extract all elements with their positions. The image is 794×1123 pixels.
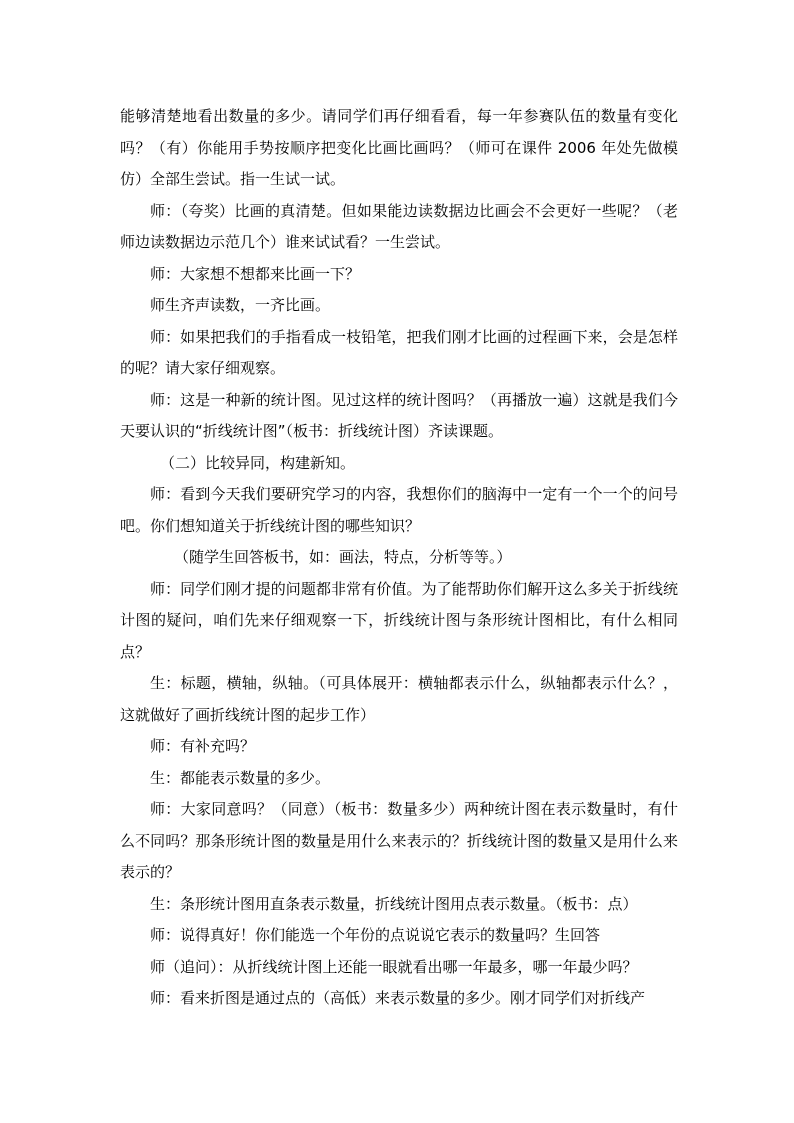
paragraph-12: 师：有补充吗？ (150, 737, 256, 755)
paragraph-6: 师：这是一种新的统计图。见过这样的统计图吗？（再播放一遍）这就是我们今天要认识的“折线统计图”（板书：折线统计图）齐读课题。 (120, 390, 678, 440)
paragraph-4: 师生齐声读数，一齐比画。 (150, 296, 331, 314)
paragraph-11: 生：标题，横轴，纵轴。（可具体展开：横轴都表示什么，纵轴都表示什么？，这就做好了画折线统计图的起步工作） (120, 674, 678, 724)
paragraph-10: 师：同学们刚才提的问题都非常有价值。为了能帮助你们解开这么多关于折线统计图的疑问，咱们先来仔细观察一下，折线统计图与条形统计图相比，有什么相同点？ (120, 579, 678, 661)
paragraph-15: 生：条形统计图用直条表示数量，折线统计图用点表示数量。（板书：点） (150, 894, 638, 913)
paragraph-14: 师：大家同意吗？（同意）（板书：数量多少）两种统计图在表示数量时，有什么不同吗？那条形统计图的数量是用什么来表示的？折线统计图的数量又是用什么来表示的？ (120, 800, 678, 881)
paragraph-16: 师：说得真好！你们能选一个年份的点说说它表示的数量吗？生回答 (150, 926, 601, 944)
section-heading: （二）比较异同，构建新知。 (160, 453, 356, 472)
paragraph-17: 师（追问）：从折线统计图上还能一眼就看出哪一年最多，哪一年最少吗？ (150, 957, 638, 976)
paragraph-5: 师：如果把我们的手指看成一枝铅笔，把我们刚才比画的过程画下来，会是怎样的呢？请大家仔细观察。 (120, 327, 678, 377)
paragraph-9: （随学生回答板书，如：画法，特点，分析等等。） (174, 548, 512, 566)
paragraph-18: 师：看来折图是通过点的（高低）来表示数量的多少。刚才同学们对折线产 (150, 989, 646, 1007)
paragraph-13: 生：都能表示数量的多少。 (150, 768, 331, 787)
paragraph-1: 能够清楚地看出数量的多少。请同学们再仔细看看，每一年参赛队伍的数量有变化吗？（有）你能用手势按顺序把变化比画比画吗？（师可在课件 2006 年处先做模仿）全部生尝试。指一生试一试。 (120, 107, 678, 188)
paragraph-8: 师：看到今天我们要研究学习的内容，我想你们的脑海中一定有一个一个的问号吧。你们想知道关于折线统计图的哪些知识？ (120, 485, 678, 535)
document-body (120, 101, 678, 1015)
paragraph-3: 师：大家想不想都来比画一下？ (150, 264, 361, 283)
paragraph-2: 师：（夸奖）比画的真清楚。但如果能边读数据边比画会不会更好一些呢？（老师边读数据边示范几个）谁来试试看？一生尝试。 (120, 201, 678, 251)
